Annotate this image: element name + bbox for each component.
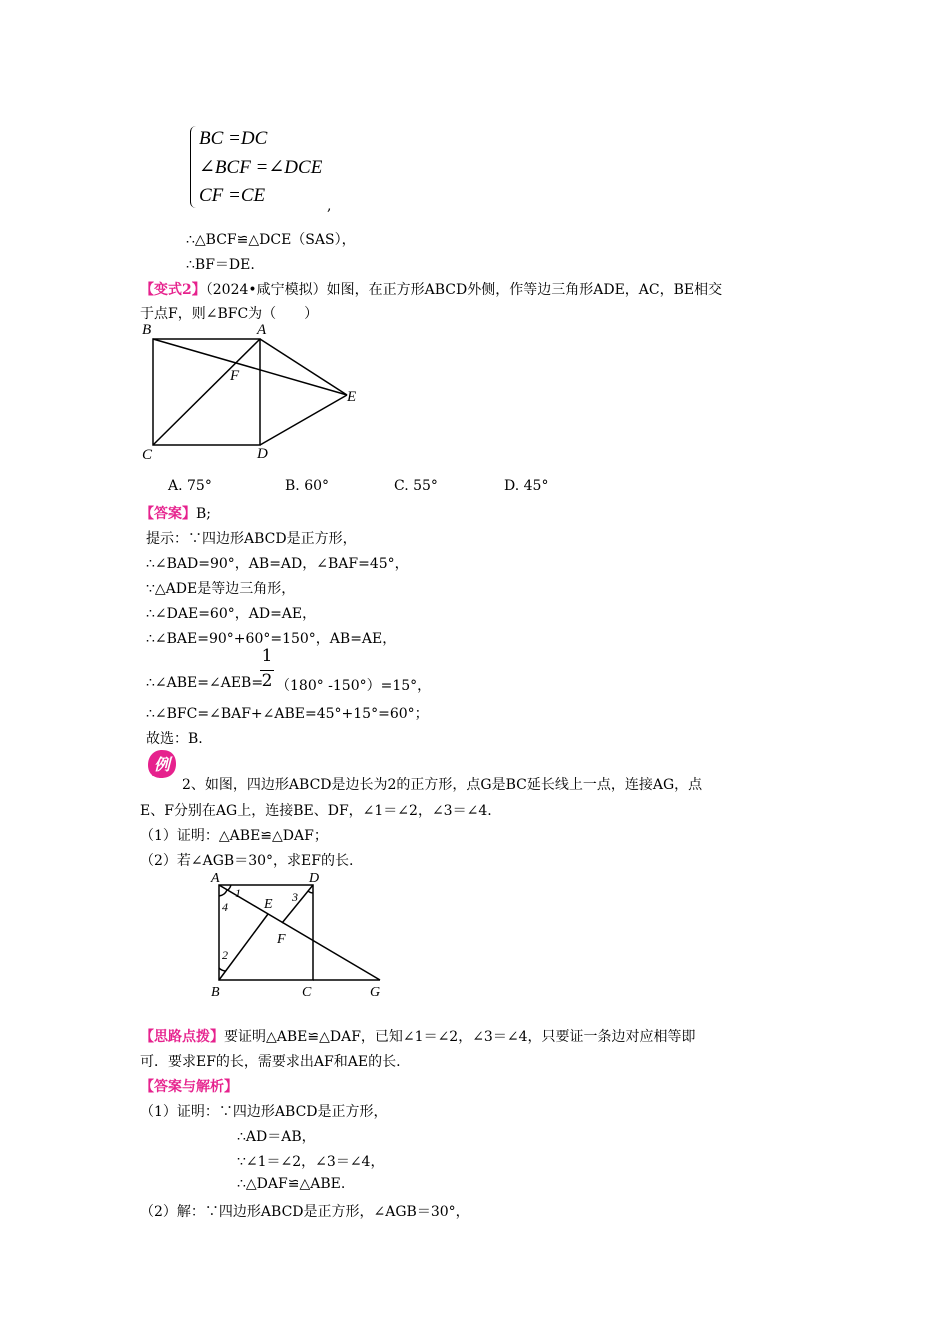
solution-p1a: ∴AD＝AB， — [237, 1129, 316, 1145]
thinking-text-1: 要证明△ABE≌△DAF，已知∠1＝∠2，∠3＝∠4，只要证一条边对应相等即 — [224, 1029, 696, 1045]
angle-label-1: 1 — [235, 886, 241, 900]
choose-line: 故选：B. — [146, 731, 203, 747]
fraction-denominator: 2 — [261, 671, 273, 691]
question-2: （2）若∠AGB＝30°，求EF的长. — [140, 853, 354, 869]
bfc-line: ∴∠BFC=∠BAF+∠ABE=45°+15°=60°； — [146, 706, 429, 722]
hint-line-5: ∴∠BAE=90°+60°=150°，AB=AE， — [146, 631, 397, 647]
angle-label-3: 3 — [292, 890, 298, 904]
system-line-1: BC =DC — [199, 128, 268, 149]
hint-line-3: ∵△ADE是等边三角形， — [146, 581, 296, 597]
conclusion-bf-de: ∴BF＝DE. — [186, 257, 255, 273]
thinking-tag: 【思路点拨】 — [140, 1029, 224, 1045]
label-b-2: B — [211, 985, 220, 1000]
hint-line-2: ∴∠BAD=90°，AB=AD，∠BAF=45°， — [146, 556, 409, 572]
hint-line-4: ∴∠DAE=60°，AD=AE， — [146, 606, 317, 622]
label-e-2: E — [264, 897, 273, 912]
conclusion-congruent: ∴△BCF≌△DCE（SAS）， — [186, 232, 356, 248]
fraction-numerator: 1 — [261, 646, 273, 666]
answer-line — [140, 503, 211, 523]
variant-text-2: 于点F，则∠BFC为（ ） — [140, 306, 319, 322]
system-line-3: CF =CE — [199, 185, 266, 206]
answer-tag: 【答案】 — [140, 506, 196, 522]
angle-label-2: 2 — [222, 948, 228, 962]
label-d-2: D — [309, 871, 320, 886]
angle-4-arc — [219, 890, 227, 896]
abe-prefix: ∴∠ABE=∠AEB= — [146, 675, 264, 691]
square-ag-figure — [200, 866, 390, 1002]
angle-label-4: 4 — [222, 900, 228, 914]
label-d: D — [257, 446, 268, 462]
system-line-2: ∠BCF =∠DCE — [199, 157, 323, 178]
badge-char: 例 — [154, 757, 171, 774]
thinking-line-1 — [140, 1026, 695, 1046]
option-a: A. 75° — [168, 478, 212, 494]
segment-be — [153, 339, 347, 395]
label-c-2: C — [302, 985, 312, 1000]
example-text-2: E、F分别在AG上，连接BE、DF，∠1＝∠2，∠3＝∠4. — [140, 803, 492, 819]
square-triangle-figure — [138, 318, 370, 464]
segment-ag — [219, 885, 380, 980]
solution-p1c: ∴△DAF≌△ABE. — [237, 1176, 346, 1192]
question-1: （1）证明：△ABE≌△DAF； — [140, 828, 328, 844]
variant-text-1: （2024•咸宁模拟）如图，在正方形ABCD外侧，作等边三角形ADE，AC，BE相交 — [205, 282, 723, 298]
label-f: F — [230, 368, 240, 384]
solution-p1: （1）证明：∵四边形ABCD是正方形， — [140, 1104, 388, 1120]
label-e: E — [347, 389, 357, 405]
hint-line-1: 提示：∵四边形ABCD是正方形， — [146, 531, 357, 547]
solution-p1b: ∵∠1＝∠2，∠3＝∠4， — [237, 1154, 385, 1170]
example-badge-icon — [146, 748, 178, 780]
abe-suffix: （180° -150°）=15°， — [276, 678, 432, 694]
segment-ae — [260, 339, 347, 395]
answer-value: B; — [196, 506, 212, 522]
label-a-2: A — [211, 871, 220, 886]
system-brace — [190, 126, 199, 208]
thinking-text-2: 可．要求EF的长，需要求出AF和AE的长. — [140, 1054, 401, 1070]
label-g-2: G — [370, 985, 381, 1000]
option-b: B. 60° — [285, 478, 330, 494]
label-f-2: F — [277, 932, 286, 947]
option-d: D. 45° — [504, 478, 549, 494]
angle-2-arc — [219, 968, 226, 971]
example-text-1: 2、如图，四边形ABCD是边长为2的正方形，点G是BC延长线上一点，连接AG，点 — [182, 777, 703, 793]
segment-be-2 — [219, 914, 268, 980]
solution-p2: （2）解：∵四边形ABCD是正方形，∠AGB＝30°， — [140, 1204, 470, 1220]
label-a: A — [257, 322, 267, 338]
option-c: C. 55° — [394, 478, 438, 494]
variant-tag: 【变式2】 — [140, 282, 206, 298]
segment-de — [260, 395, 347, 445]
label-b: B — [142, 322, 152, 338]
system-comma: , — [327, 198, 332, 214]
label-c: C — [142, 447, 153, 463]
variant-line-1 — [140, 279, 722, 299]
solution-tag: 【答案与解析】 — [140, 1079, 238, 1095]
